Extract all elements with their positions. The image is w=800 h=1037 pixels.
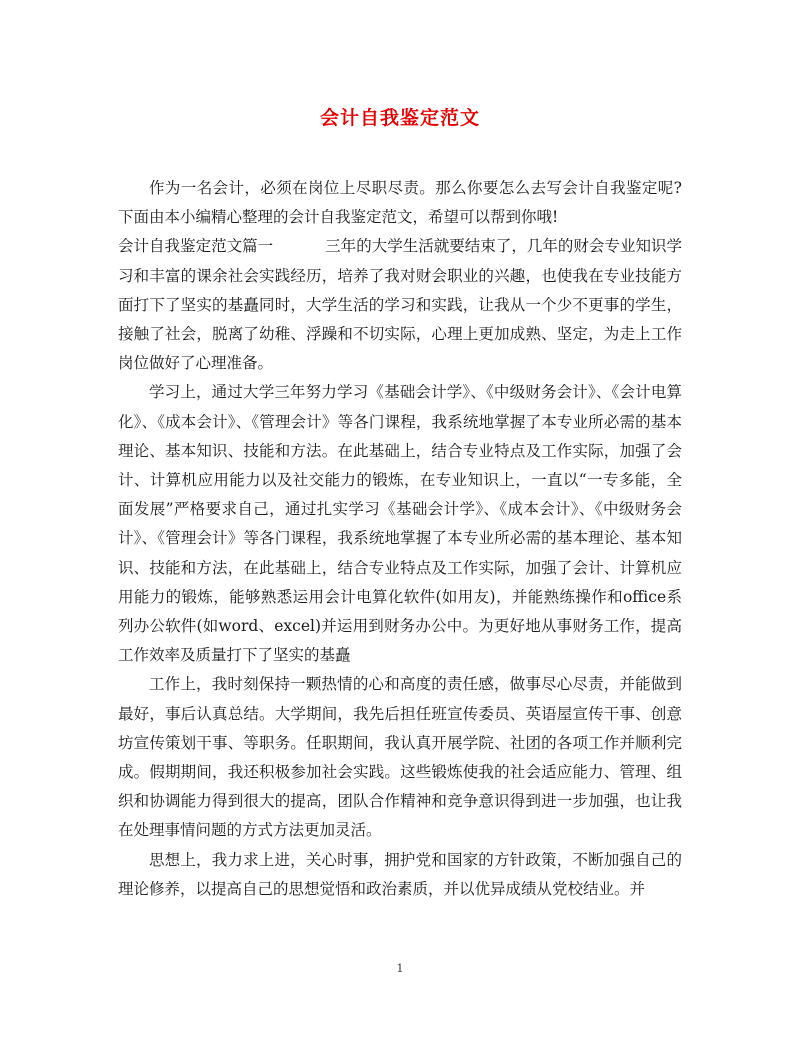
paragraph-4: 思想上，我力求上进，关心时事，拥护党和国家的方针政策，不断加强自己的理论修养，以提高自己的思想觉悟和政治素质，并以优异成绩从党校结业。并	[118, 850, 682, 898]
page-number: 1	[396, 962, 404, 975]
paragraph-3: 工作上，我时刻保持一颗热情的心和高度的责任感，做事尽心尽责，并能做到最好，事后认真总结。大学期间，我先后担任班宣传委员、英语屋宣传干事、创意坊宣传策划干事、等职务。任职期间，我认真开展学院、社团的各项工作并顺利完成。假期期间，我还积极参加社会实践。这些锻炼使我的社会适应能力、管理、组织和协调能力得到很大的提高，团队合作精神和竞争意识得到进一步加强，也让我在处理事情问题的方式方法更加灵活。	[118, 675, 682, 840]
intro-paragraph: 作为一名会计，必须在岗位上尽职尽责。那么你要怎么去写会计自我鉴定呢?下面由本小编精心整理的会计自我鉴定范文，希望可以帮到你哦!	[118, 179, 682, 227]
document-body	[118, 174, 682, 904]
paragraph-2: 学习上，通过大学三年努力学习《基础会计学》、《中级财务会计》、《会计电算化》、《成本会计》、《管理会计》等各门课程，我系统地掌握了本专业所必需的基本理论、基本知识、技能和方法。在此基础上，结合专业特点及工作实际，加强了会计、计算机应用能力以及社交能力的锻炼，在专业知识上，一直以“一专多能，全面发展”严格要求自己，通过扎实学习《基础会计学》、《成本会计》、《中级财务会计》、《管理会计》等各门课程，我系统地掌握了本专业所必需的基本理论、基本知识、技能和方法，在此基础上，结合专业特点及工作实际，加强了会计、计算机应用能力的锻炼，能够熟悉运用会计电算化软件(如用友)，并能熟练操作和office系列办公软件(如word、excel)并运用到财务办公中。为更好地从事财务工作，提高工作效率及质量打下了坚实的基矗	[118, 383, 682, 665]
paragraph-1-text: 三年的大学生活就要结束了，几年的财会专业知识学习和丰富的课余社会实践经历，培养了我对财会职业的兴趣，也使我在专业技能方面打下了坚实的基矗同时，大学生活的学习和实践，让我从一个少不更事的学生，接触了社会，脱离了幼稚、浮躁和不切实际，心理上更加成熟、坚定，为走上工作岗位做好了心理准备。	[118, 237, 682, 373]
section-one-paragraph	[118, 232, 682, 378]
document-title: 会计自我鉴定范文	[319, 107, 480, 129]
section-heading: 会计自我鉴定范文篇一	[118, 237, 274, 256]
